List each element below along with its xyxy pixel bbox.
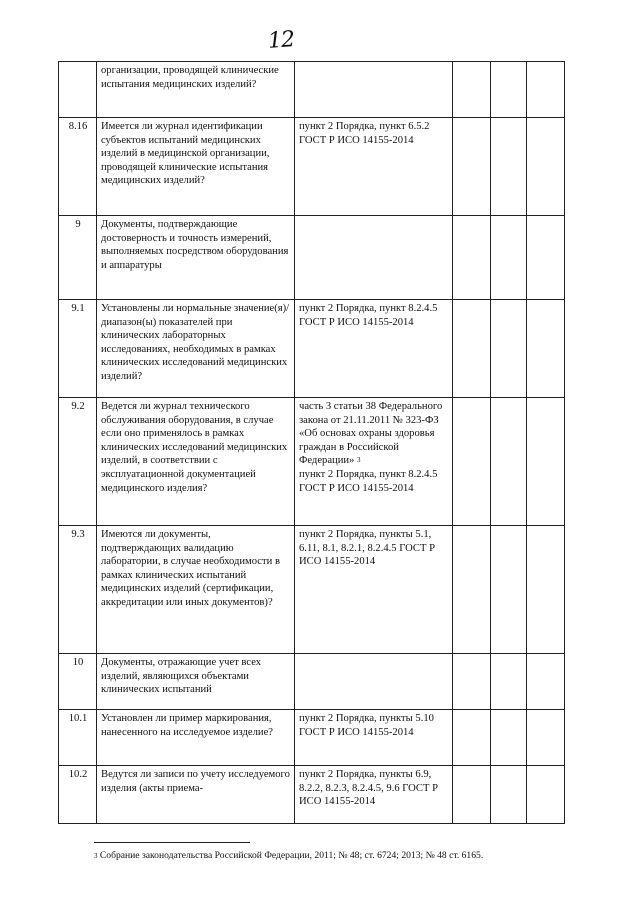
footnote-text: Собрание законодательства Российской Федерации, 2011; № 48; ст. 6724; 2013; № 48 ст. 6165. (99, 850, 484, 861)
question-cell: Ведутся ли записи по учету исследуемого изделия (акты приема- (97, 766, 295, 824)
page-number: 12 (267, 27, 295, 54)
row-number: 9 (59, 216, 97, 300)
reference-cell (295, 118, 453, 216)
table-row (59, 398, 565, 526)
reference-cell (295, 710, 453, 766)
footnote (94, 850, 483, 862)
answer-cell-2 (491, 526, 527, 654)
checklist-body (59, 62, 565, 824)
answer-cell-3 (527, 62, 565, 118)
footnote-divider (94, 842, 250, 843)
answer-cell-1 (453, 766, 491, 824)
answer-cell-1 (453, 398, 491, 526)
answer-cell-3 (527, 216, 565, 300)
reference-text: пункт 2 Порядка, пункт 6.5.2 ГОСТ Р ИСО 14155-2014 (299, 121, 430, 146)
question-cell: Установлен ли пример маркирования, нанесенного на исследуемое изделие? (97, 710, 295, 766)
answer-cell-2 (491, 118, 527, 216)
reference-cell (295, 62, 453, 118)
row-number: 10.2 (59, 766, 97, 824)
answer-cell-3 (527, 654, 565, 710)
answer-cell-1 (453, 300, 491, 398)
reference-footnote-marker: 3 (356, 456, 361, 465)
question-cell: Имеется ли журнал идентификации субъектов испытаний медицинских изделий в медицинской организации, проводящей клинические испытания медицинских изделий? (97, 118, 295, 216)
answer-cell-2 (491, 398, 527, 526)
answer-cell-2 (491, 766, 527, 824)
answer-cell-3 (527, 398, 565, 526)
answer-cell-1 (453, 710, 491, 766)
answer-cell-2 (491, 62, 527, 118)
table-row (59, 526, 565, 654)
reference-cell (295, 526, 453, 654)
answer-cell-3 (527, 300, 565, 398)
footnote-marker: 3 (94, 852, 98, 860)
answer-cell-3 (527, 710, 565, 766)
answer-cell-2 (491, 216, 527, 300)
question-cell: Имеются ли документы, подтверждающих валидацию лаборатории, в случае необходимости в рамках клинических испытаний медицинских изделий (сертификации, аккредитации или иных документов)? (97, 526, 295, 654)
answer-cell-1 (453, 654, 491, 710)
row-number: 9.3 (59, 526, 97, 654)
row-number: 10 (59, 654, 97, 710)
answer-cell-3 (527, 766, 565, 824)
answer-cell-3 (527, 526, 565, 654)
question-cell: Установлены ли нормальные значение(я)/диапазон(ы) показателей при клинических лабораторных исследованиях, необходимых в рамках клинических исследований медицинских изделий? (97, 300, 295, 398)
row-number (59, 62, 97, 118)
reference-text: пункт 2 Порядка, пункты 6.9, 8.2.2, 8.2.3, 8.2.4.5, 9.6 ГОСТ Р ИСО 14155-2014 (299, 769, 439, 808)
row-number: 9.2 (59, 398, 97, 526)
question-cell: Документы, подтверждающие достоверность и точность измерений, выполняемых посредством оборудования и аппаратуры (97, 216, 295, 300)
table-row (59, 300, 565, 398)
table-row (59, 654, 565, 710)
reference-text: пункт 2 Порядка, пункт 8.2.4.5 ГОСТ Р ИСО 14155-2014 (299, 303, 438, 328)
reference-text: пункт 2 Порядка, пункты 5.1, 6.11, 8.1, 8.2.1, 8.2.4.5 ГОСТ Р ИСО 14155-2014 (299, 529, 435, 568)
reference-extra-text: пункт 2 Порядка, пункт 8.2.4.5 ГОСТ Р ИСО 14155-2014 (299, 468, 438, 494)
reference-cell (295, 398, 453, 526)
reference-text: часть 3 статьи 38 Федерального закона от 21.11.2011 № 323-ФЗ «Об основах охраны здоровья граждан в Российской Федерации» (299, 401, 443, 467)
question-cell: Ведется ли журнал технического обслуживания оборудования, в случае если оно применялось в рамках клинических исследований медицинских изделий, в соответствии с эксплуатационной документацией медицинского изделия? (97, 398, 295, 526)
row-number: 8.16 (59, 118, 97, 216)
answer-cell-1 (453, 62, 491, 118)
answer-cell-1 (453, 216, 491, 300)
table-row (59, 766, 565, 824)
answer-cell-1 (453, 118, 491, 216)
table-row (59, 118, 565, 216)
reference-cell (295, 766, 453, 824)
reference-text: пункт 2 Порядка, пункты 5.10 ГОСТ Р ИСО 14155-2014 (299, 713, 434, 738)
question-cell: организации, проводящей клинические испытания медицинских изделий? (97, 62, 295, 118)
answer-cell-2 (491, 654, 527, 710)
answer-cell-1 (453, 526, 491, 654)
table-row (59, 62, 565, 118)
answer-cell-2 (491, 300, 527, 398)
row-number: 9.1 (59, 300, 97, 398)
table-row (59, 216, 565, 300)
row-number: 10.1 (59, 710, 97, 766)
answer-cell-2 (491, 710, 527, 766)
table-row (59, 710, 565, 766)
checklist-table (58, 61, 565, 824)
answer-cell-3 (527, 118, 565, 216)
reference-cell (295, 300, 453, 398)
reference-cell (295, 654, 453, 710)
question-cell: Документы, отражающие учет всех изделий, являющихся объектами клинических испытаний (97, 654, 295, 710)
reference-cell (295, 216, 453, 300)
